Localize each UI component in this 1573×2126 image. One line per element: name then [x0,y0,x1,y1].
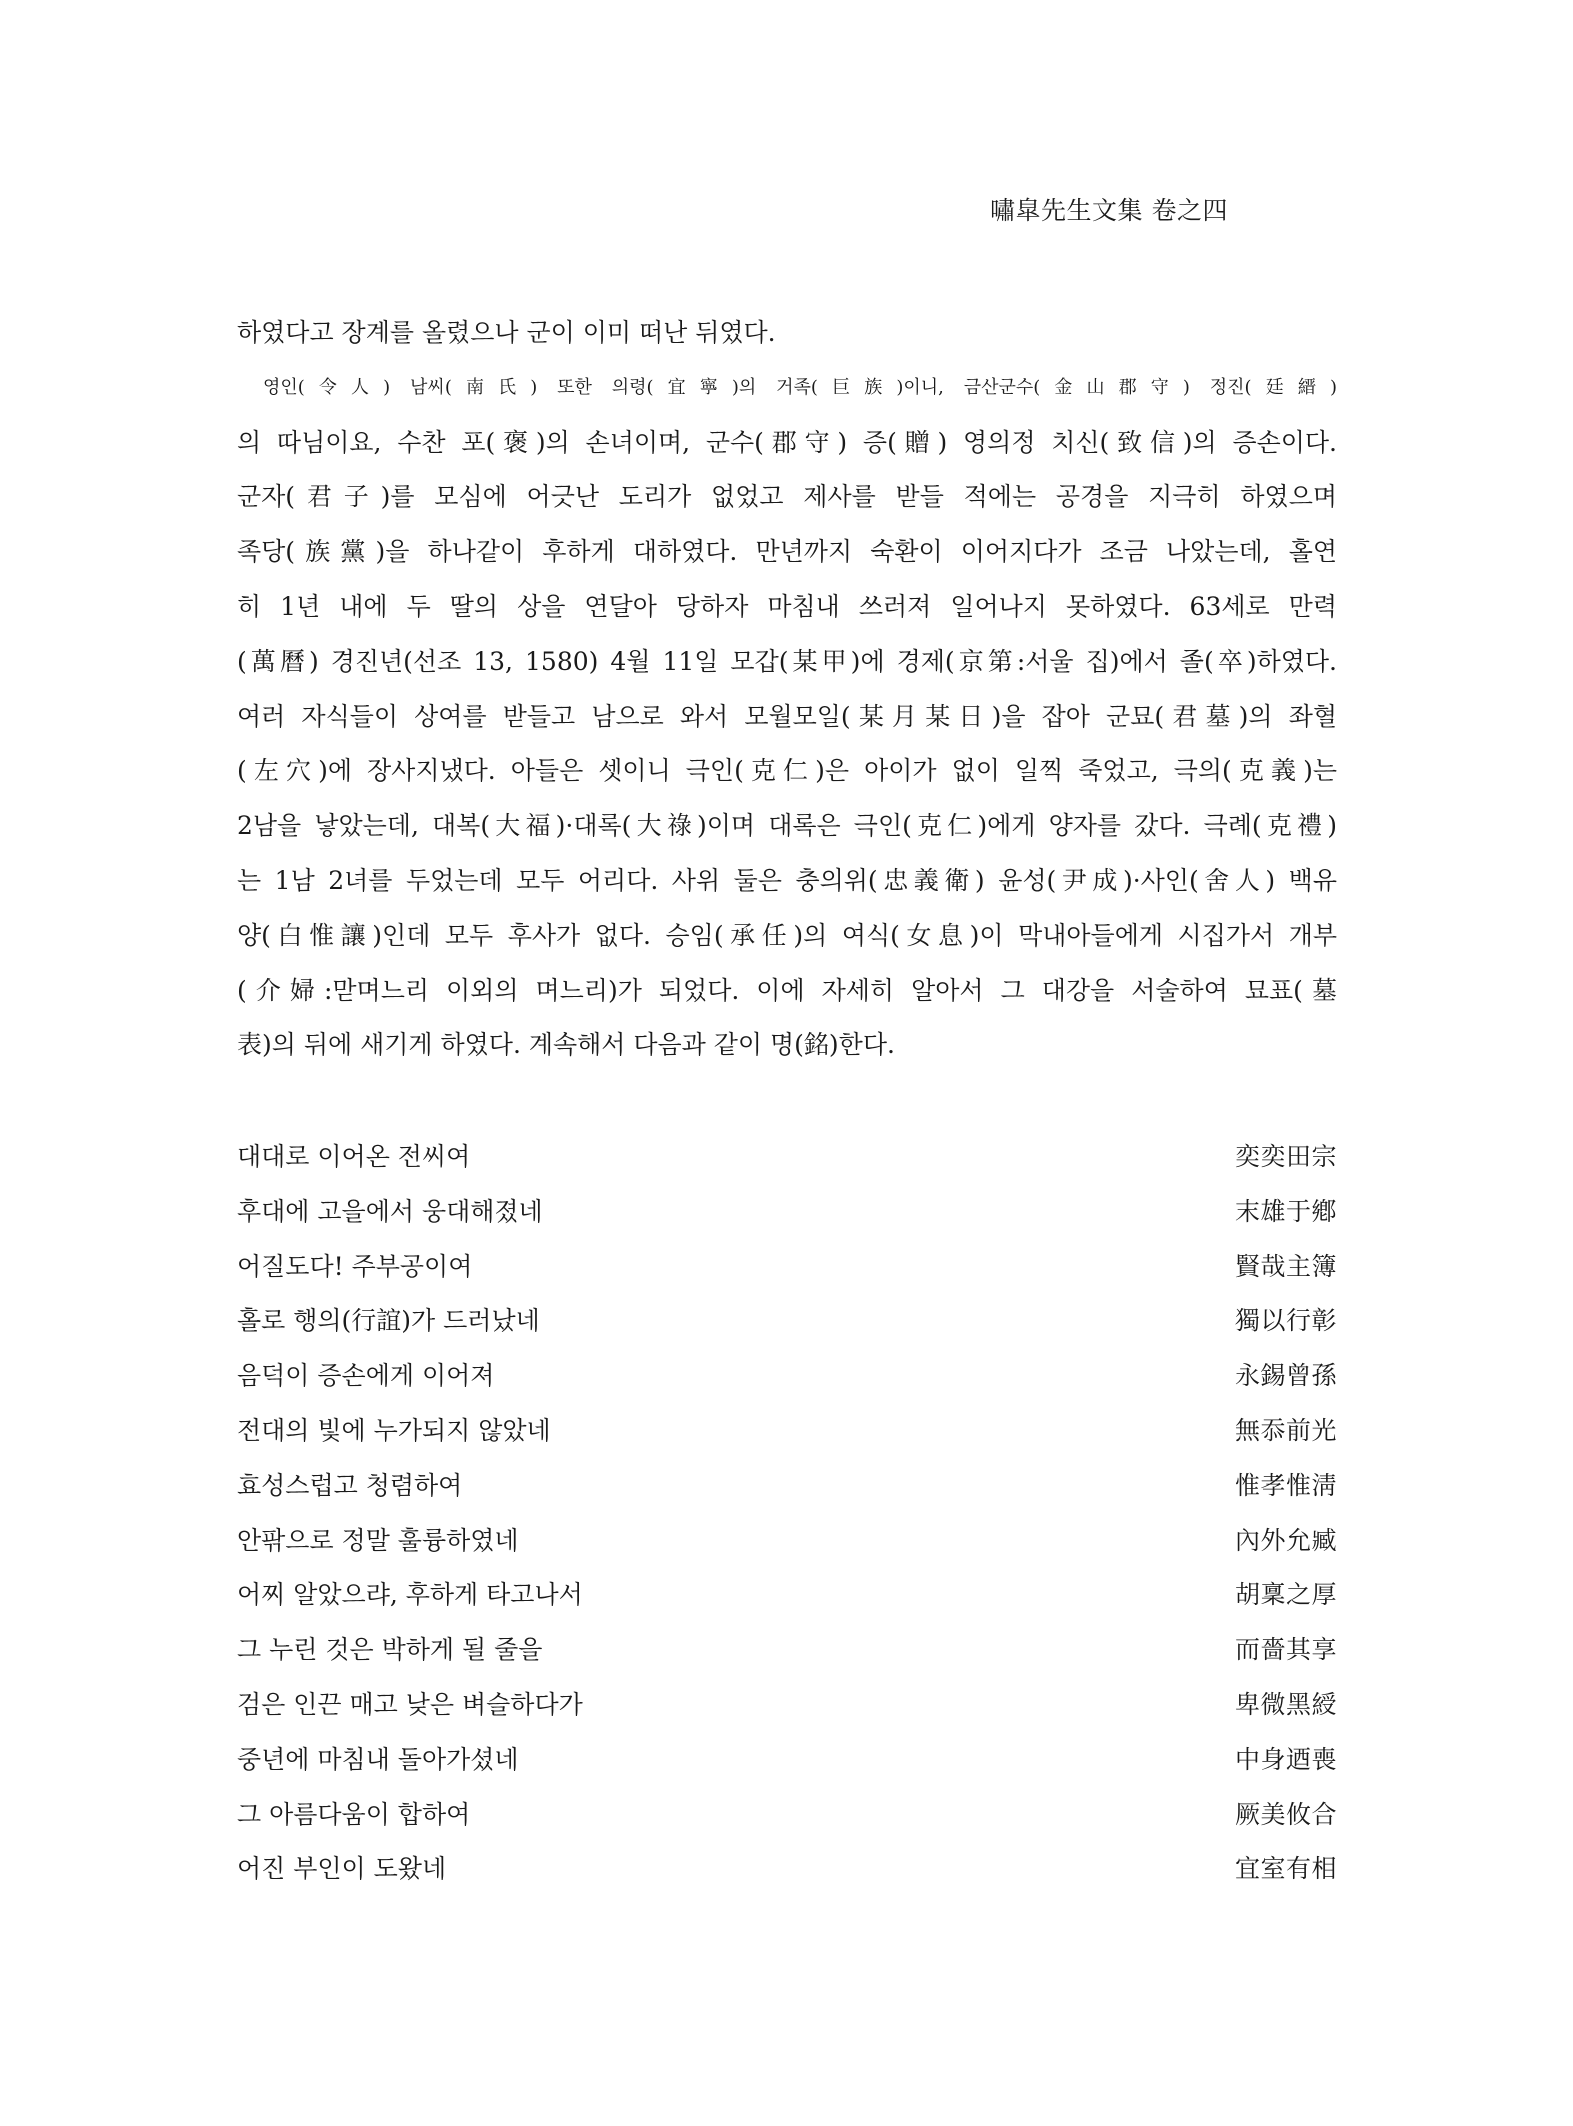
verse-row [237,1788,1337,1843]
body-line: 2남을 낳았는데, 대복(大福)·대록(大祿)이며 대록은 극인(克仁)에게 양자를 갔다. 극례(克禮) [237,811,1337,841]
verse-korean: 어진 부인이 도왔네 [237,1854,447,1884]
verse-korean: 그 누린 것은 박하게 될 줄을 [237,1635,543,1665]
verse-hanja: 無忝前光 [1234,1415,1337,1445]
body-line: 는 1남 2녀를 두었는데 모두 어리다. 사위 둘은 충의위(忠義衛) 윤성(尹成)·사인(舍人) 백유 [237,865,1337,895]
verse-hanja: 厥美攸合 [1234,1799,1337,1829]
verse-hanja: 而嗇其享 [1234,1635,1337,1665]
paragraph-1 [237,306,1337,361]
body-line: 히 1년 내에 두 딸의 상을 연달아 당하자 마침내 쓰러져 일어나지 못하였다. 63세로 만력 [237,591,1337,621]
verse-hanja: 卑微黑綬 [1234,1689,1337,1719]
verse-korean: 효성스럽고 청렴하여 [237,1470,463,1500]
verse-korean: 후대에 고을에서 웅대해졌네 [237,1196,543,1226]
running-header: 嘯皐先生文集 卷之四 [990,196,1228,225]
verse-row [237,1842,1337,1897]
paragraph-2 [237,361,1337,1073]
verse-row [237,1240,1337,1295]
verse-korean: 전대의 빛에 누가되지 않았네 [237,1415,551,1445]
body-text [237,306,1337,1073]
verse-korean: 안팎으로 정말 훌륭하였네 [237,1525,519,1555]
verse-row [237,1349,1337,1404]
verse-row [237,1185,1337,1240]
verse-row [237,1459,1337,1514]
body-line: (萬曆) 경진년(선조 13, 1580) 4월 11일 모갑(某甲)에 경제(京第:서울 집)에서 졸(卒)하였다. [237,646,1337,676]
body-line: 하였다고 장계를 올렸으나 군이 이미 떠난 뒤였다. [237,318,776,347]
verse-row [237,1568,1337,1623]
verse-row [237,1623,1337,1678]
body-line: 양(白惟讓)인데 모두 후사가 없다. 승임(承任)의 여식(女息)이 막내아들에게 시집가서 개부 [237,920,1337,950]
verse-korean: 어찌 알았으랴, 후하게 타고나서 [237,1580,583,1610]
verse-korean: 검은 인끈 매고 낮은 벼슬하다가 [237,1689,583,1719]
verse-row [237,1678,1337,1733]
verse-korean: 홀로 행의(行誼)가 드러났네 [237,1306,540,1336]
body-line: 영인(令人) 남씨(南氏) 또한 의령(宜寧)의 거족(巨族)이니, 금산군수(金山郡守) 정진(廷縉) [263,376,1337,398]
body-line: 의 따님이요, 수찬 포(褒)의 손녀이며, 군수(郡守) 증(贈) 영의정 치신(致信)의 증손이다. [237,427,1337,457]
verse-hanja: 中身迺喪 [1234,1744,1337,1774]
body-line: (介婦:맏며느리 이외의 며느리)가 되었다. 이에 자세히 알아서 그 대강을 서술하여 묘표(墓 [237,975,1337,1005]
verse-hanja: 賢哉主簿 [1234,1251,1337,1281]
verse-row [237,1514,1337,1569]
body-line: 表)의 뒤에 새기게 하였다. 계속해서 다음과 같이 명(銘)한다. [237,1030,895,1060]
verse-hanja: 宜室有相 [1234,1854,1337,1884]
verse-hanja: 獨以行彰 [1234,1306,1337,1336]
verse-korean: 어질도다! 주부공이여 [237,1251,473,1281]
verse-hanja: 奕奕田宗 [1234,1142,1337,1171]
body-line: 여러 자식들이 상여를 받들고 남으로 와서 모월모일(某月某日)을 잡아 군묘(君墓)의 좌혈 [237,701,1337,731]
verse-row [237,1130,1337,1185]
verse-korean: 대대로 이어온 전씨여 [237,1142,471,1171]
body-line: (左穴)에 장사지냈다. 아들은 셋이니 극인(克仁)은 아이가 없이 일찍 죽었고, 극의(克義)는 [237,756,1337,786]
verse-row [237,1733,1337,1788]
inscription-verse [237,1130,1337,1897]
verse-korean: 음덕이 증손에게 이어져 [237,1361,495,1391]
verse-hanja: 惟孝惟淸 [1234,1470,1337,1500]
verse-hanja: 末雄于鄕 [1234,1196,1337,1226]
body-line: 족당(族黨)을 하나같이 후하게 대하였다. 만년까지 숙환이 이어지다가 조금 나았는데, 홀연 [237,537,1337,567]
verse-hanja: 胡稟之厚 [1234,1580,1337,1610]
verse-korean: 중년에 마침내 돌아가셨네 [237,1744,519,1774]
verse-hanja: 內外允臧 [1234,1525,1337,1555]
verse-korean: 그 아름다움이 합하여 [237,1799,471,1829]
verse-row [237,1404,1337,1459]
body-line: 군자(君子)를 모심에 어긋난 도리가 없었고 제사를 받들 적에는 공경을 지극히 하였으며 [237,482,1337,512]
verse-hanja: 永錫曾孫 [1234,1361,1337,1391]
verse-row [237,1294,1337,1349]
